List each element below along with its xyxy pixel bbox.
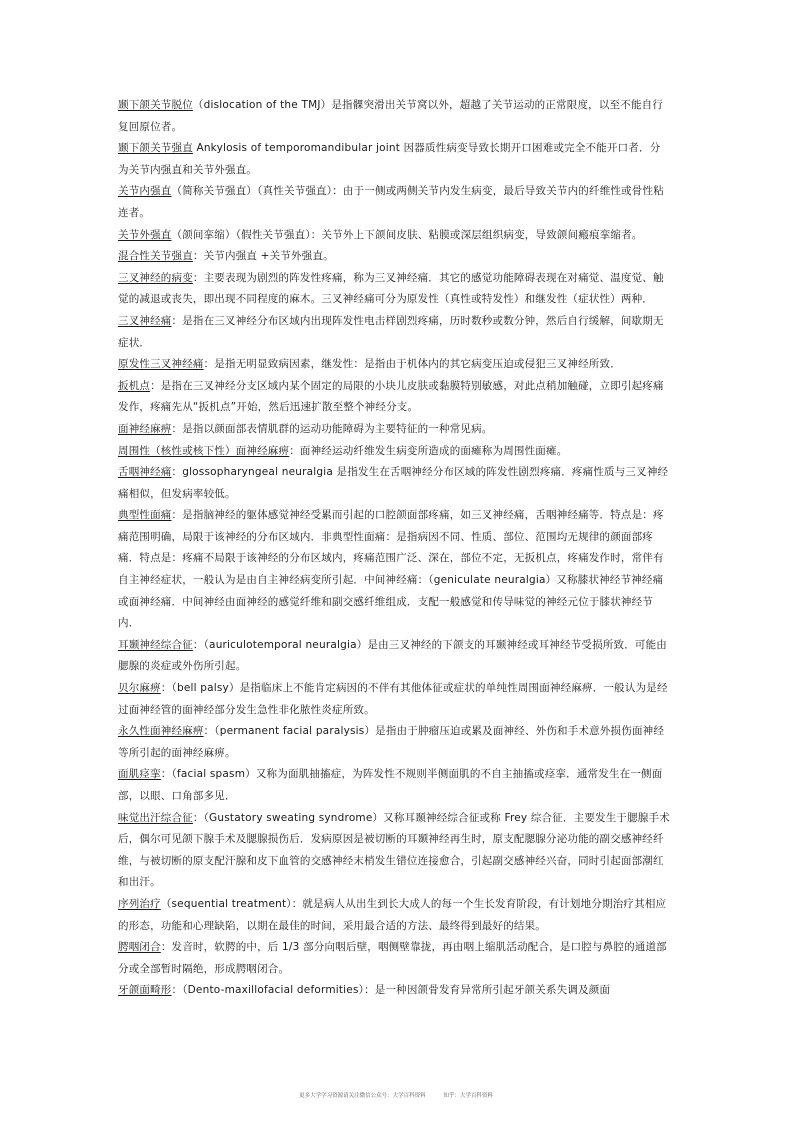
- definition-paragraph: [118, 376, 670, 419]
- definition-paragraph: [118, 808, 670, 894]
- definition-paragraph: [118, 95, 670, 138]
- definition-term: 颞下颌关节脱位: [118, 99, 193, 111]
- definition-term: 关节外强直: [118, 228, 172, 241]
- definition-term: 颞下颌关节强直: [118, 142, 193, 155]
- definition-term: 三叉神经痛: [118, 314, 172, 327]
- definition-paragraph: [118, 441, 670, 463]
- definition-text: ：是指无明显致病因素，继发性：是指由于机体内的其它病变压迫或侵犯三叉神经所致．: [203, 358, 621, 371]
- definition-text: Ankylosis of temporomandibular joint 因器质性病变导致长期开口困难或完全不能开口者．分为关节内强直和关节外强直。: [118, 142, 661, 176]
- definition-term: 面肌痉挛: [118, 768, 161, 781]
- definition-paragraph: [118, 937, 670, 980]
- definition-term: 永久性面神经麻痹: [118, 725, 204, 738]
- definition-term: 周围性（核性或核下性）面神经麻痹: [118, 444, 290, 457]
- definition-text: ：glossopharyngeal neuralgia 是指发生在舌咽神经分布区域的阵发性剧烈疼痛．疼痛性质与三叉神经痛相似，但发病率较低。: [118, 466, 669, 500]
- definition-term: 原发性三叉神经痛: [118, 358, 204, 371]
- document-body: [118, 95, 670, 1002]
- definition-term: 关节内强直: [118, 185, 172, 198]
- definition-paragraph: [118, 505, 670, 635]
- definition-term: 贝尔麻痹: [118, 682, 161, 695]
- definition-paragraph: [118, 980, 670, 1002]
- definition-paragraph: [118, 138, 670, 181]
- definition-term: 舌咽神经痛: [118, 466, 172, 479]
- definition-term: 味觉出汗综合征: [118, 811, 193, 824]
- definition-text: ：是指以颜面部表情肌群的运动功能障碍为主要特征的一种常见病。: [171, 422, 493, 435]
- definition-text: ：是指脑神经的躯体感觉神经受累而引起的口腔颌面部疼痛，如三叉神经痛，舌咽神经痛等．特点是：疼痛范围明确，局限于该神经的分布区域内．非典型性面痛：是指病因不同、性质、部位、范围均无规律的颜面部疼痛．特点是：疼痛不局限于该神经的分布区域内，疼痛范围广泛、深在，部位不定，无扳机点，疼痛发作时，常伴有自主神经症状，一般认为是由自主神经病变所引起．中间神经痛：（geniculate neuralgia）又称膝状神经节神经痛或面神经痛．中间神经由面神经的感觉纤维和副交感纤维组成．支配一般感觉和传导味觉的神经元位于膝状神经节内．: [118, 509, 664, 630]
- definition-text: （dislocation of the TMJ）是指髁突滑出关节窝以外，超越了关节运动的正常限度，以至不能自行复回原位者。: [118, 99, 664, 133]
- definition-paragraph: [118, 419, 670, 441]
- definition-term: 典型性面痛: [118, 509, 172, 522]
- definition-paragraph: [118, 894, 670, 937]
- definition-paragraph: [118, 181, 670, 224]
- definition-text: ：是指在三叉神经分布区域内出现阵发性电击样剧烈疼痛，历时数秒或数分钟，然后自行缓解，间歇期无症状．: [118, 314, 664, 349]
- definition-paragraph: [118, 462, 670, 505]
- definition-text: ：主要表现为剧烈的阵发性疼痛，称为三叉神经痛．其它的感觉功能障碍表现在对痛觉、温度觉、触觉的减退或丧失，即出现不同程度的麻木。三叉神经痛可分为原发性（真性或特发性）和继发性（症状性）两种．: [118, 271, 664, 306]
- definition-term: 扳机点: [118, 379, 151, 392]
- definition-paragraph: [118, 764, 670, 807]
- definition-paragraph: [118, 311, 670, 354]
- definition-text: ：关节内强直 +关节外强直。: [192, 250, 334, 263]
- definition-term: 腭咽闭合: [118, 941, 161, 954]
- definition-text: ：面神经运动纤维发生病变所造成的面瘫称为周围性面瘫。: [289, 444, 568, 457]
- definition-paragraph: [118, 354, 670, 376]
- definition-term: 序列治疗: [118, 897, 161, 910]
- definition-text: （颌间挛缩）（假性关节强直）：关节外上下颌间皮肤、粘膜或深层组织病变，导致颌间瘢痕挛缩者。: [171, 228, 643, 241]
- definition-text: ：（Gustatory sweating syndrome）又称耳颞神经综合征或称 Frey 综合征．主要发生于腮腺手术后，偶尔可见颌下腺手术及腮腺损伤后．发病原因是被切断的耳颞神经再生时，原支配腮腺分泌功能的副交感神经纤维，与被切断的原支配汗腺和皮下血管的交感神经末梢发生错位连接愈合，引起副交感神经兴奋，同时引起面部潮红和出汗。: [118, 811, 670, 889]
- definition-text: ：（permanent facial paralysis）是指由于肿瘤压迫或累及面神经、外伤和手术意外损伤面神经等所引起的面神经麻痹。: [118, 725, 665, 759]
- definition-term: 耳颞神经综合征: [118, 638, 193, 651]
- definition-text: ：（Dento-maxillofacial deformities）：是一种因颌骨发育异常所引起牙颌关系失调及颜面: [171, 984, 611, 997]
- definition-paragraph: [118, 635, 670, 678]
- definition-text: ：（bell palsy）是指临床上不能肯定病因的不伴有其他体征或症状的单纯性周围面神经麻痹．一般认为是经过面神经管的面神经部分发生急性非化脓性炎症所致。: [118, 682, 668, 716]
- definition-paragraph: [118, 268, 670, 311]
- definition-paragraph: [118, 678, 670, 721]
- definition-text: ：是指在三叉神经分支区域内某个固定的局限的小块儿皮肤或黏膜特别敏感，对此点稍加触碰，立即引起疼痛发作，疼痛先从“扳机点”开始，然后迅速扩散至整个神经分支。: [118, 379, 664, 414]
- definition-term: 牙颌面畸形: [118, 984, 172, 997]
- definition-text: ：（auriculotemporal neuralgia）是由三叉神经的下颌支的耳颞神经或耳神经节受损所致．可能由腮腺的炎症或外伤所引起。: [118, 638, 668, 673]
- definition-term: 面神经麻痹: [118, 422, 172, 435]
- definition-paragraph: [118, 225, 670, 247]
- definition-term: 混合性关节强直: [118, 250, 193, 263]
- definition-text: ：（facial spasm）又称为面肌抽搐症，为阵发性不规则半侧面肌的不自主抽搐或痉挛．通常发生在一侧面部，以眼、口角部多见．: [118, 768, 663, 802]
- footer-zhihu-note: 知乎：大学百科资料: [443, 1093, 493, 1099]
- definition-text: （sequential treatment）：就是病人从出生到长大成人的每一个生长发育阶段，有计划地分期治疗其相应的形态，功能和心理缺陷，以期在最佳的时间，采用最合适的方法、最终得到最好的结果。: [118, 897, 667, 932]
- definition-text: ：发音时，软腭的中，后 1/3 部分向咽后壁，咽侧壁靠拢，再由咽上缩肌活动配合，是口腔与鼻腔的通道部分或全部暂时隔绝，形成腭咽闭合。: [118, 941, 667, 975]
- definition-paragraph: [118, 721, 670, 764]
- definition-term: 三叉神经的病变: [118, 271, 193, 284]
- page-footer: [0, 1091, 792, 1099]
- definition-text: （简称关节强直）（真性关节强直）：由于一侧或两侧关节内发生病变，最后导致关节内的纤维性或骨性粘连者。: [118, 185, 664, 219]
- definition-paragraph: [118, 246, 670, 268]
- footer-wechat-note: 更多大学学习资源请关注微信公众号：大学百科资料: [299, 1093, 426, 1099]
